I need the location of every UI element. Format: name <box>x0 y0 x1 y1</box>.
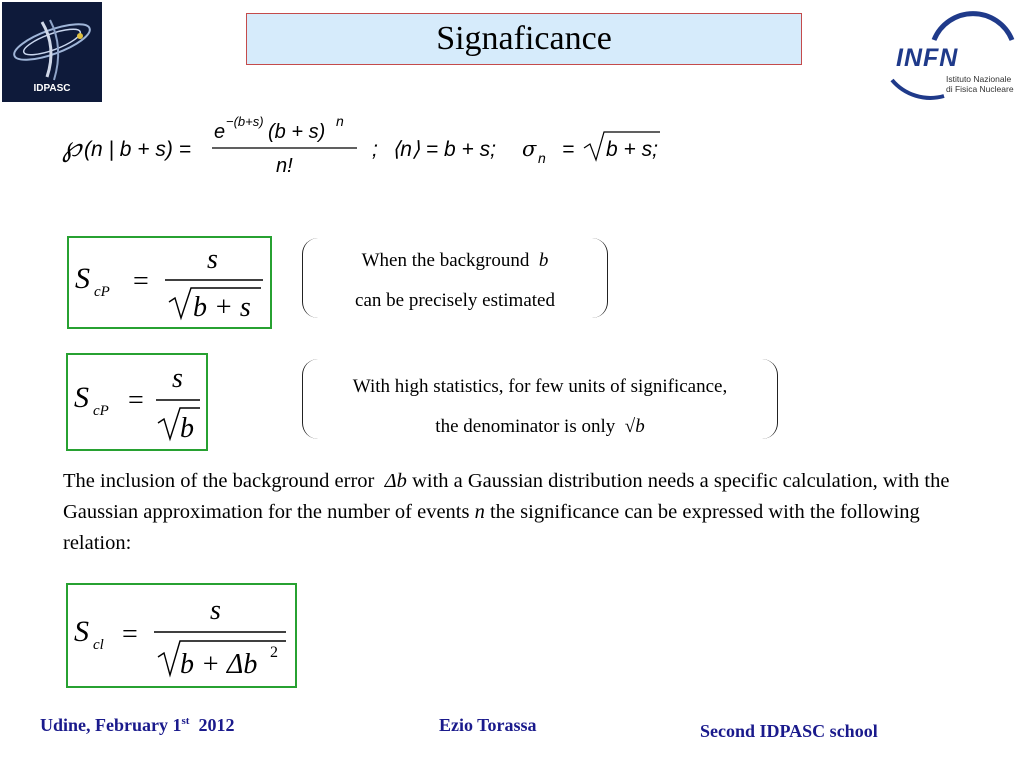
scl-numerator: s <box>210 595 221 626</box>
scl-denominator: b + Δb <box>180 649 258 680</box>
scp-approx-label: S <box>74 381 89 414</box>
svg-text:=: = <box>133 266 149 297</box>
svg-text:⟨n⟩ = b + s;: ⟨n⟩ = b + s; <box>392 138 496 161</box>
para-part1: The inclusion of the background error <box>63 470 375 492</box>
svg-text:;: ; <box>372 138 378 161</box>
note1-line2: can be precisely estimated <box>355 290 555 311</box>
scp-numerator: s <box>207 244 218 275</box>
svg-text:(b + s): (b + s) <box>268 121 326 143</box>
svg-text:n!: n! <box>276 155 293 177</box>
scp-sub: cP <box>94 284 110 300</box>
note2-tail: b <box>635 416 645 437</box>
scp-formula-box <box>67 236 272 329</box>
svg-text:σ: σ <box>522 137 537 161</box>
footer-author: Ezio Torassa <box>439 715 537 735</box>
note-high-statistics <box>302 359 778 439</box>
scl-denominator-sup: 2 <box>270 644 278 661</box>
scp-approx-formula-box <box>66 353 208 451</box>
note1-line1-wrap <box>303 250 607 272</box>
scp-approx-numerator: s <box>172 363 183 394</box>
scl-sub: cl <box>93 637 104 653</box>
note1-var: b <box>538 250 549 271</box>
idpasc-logo-label: IDPASC <box>33 83 71 94</box>
svg-text:n: n <box>538 150 546 166</box>
poisson-symbol: ℘ <box>62 130 82 163</box>
note2-line2: the denominator is only <box>435 416 616 437</box>
svg-text:−(b+s): −(b+s) <box>226 114 264 129</box>
infn-brand: INFN <box>896 44 959 72</box>
note2-line2-wrap: the denominator is only √b <box>435 416 645 437</box>
svg-text:b + s;: b + s; <box>606 138 658 161</box>
scp-approx-denominator: b <box>180 413 194 444</box>
scp-denominator: b + s <box>193 292 251 323</box>
note2-line1: With high statistics, for few units of significance, <box>352 376 728 397</box>
scl-label: S <box>74 615 89 648</box>
svg-text:n: n <box>336 113 344 129</box>
poisson-formula <box>62 108 682 180</box>
note-background-estimated <box>302 238 608 318</box>
para-part3: the significance can be expressed with the following relation: <box>63 501 920 554</box>
infn-line1: Istituto Nazionale <box>946 74 1012 84</box>
footer-school: Second IDPASC school <box>700 721 878 741</box>
footer-date-year: 2012 <box>198 715 235 735</box>
scl-formula-box <box>66 583 297 688</box>
para-delta-b: Δb <box>384 470 407 492</box>
explanation-paragraph <box>63 466 963 559</box>
svg-text:e: e <box>214 121 226 143</box>
svg-text:=: = <box>128 385 144 416</box>
infn-line2: di Fisica Nucleare <box>946 84 1014 94</box>
footer-date-sup: st <box>181 715 190 727</box>
scp-approx-sub: cP <box>93 403 109 419</box>
slide-title: Signaficance <box>246 13 802 65</box>
footer-date <box>40 715 234 736</box>
idpasc-logo <box>2 2 102 102</box>
svg-text:(n | b + s) =: (n | b + s) = <box>84 138 191 161</box>
note1-line1: When the background <box>361 250 530 271</box>
infn-logo <box>884 10 1024 102</box>
svg-text:=: = <box>122 619 138 650</box>
para-part2: with a Gaussian distribution needs a specific calculation, with the Gaussian approximation for the number of events <box>63 470 950 523</box>
svg-text:=: = <box>562 138 575 161</box>
scp-label: S <box>75 262 90 295</box>
para-var-n: n <box>474 501 485 523</box>
footer-date-prefix: Udine, February 1 <box>40 715 182 735</box>
